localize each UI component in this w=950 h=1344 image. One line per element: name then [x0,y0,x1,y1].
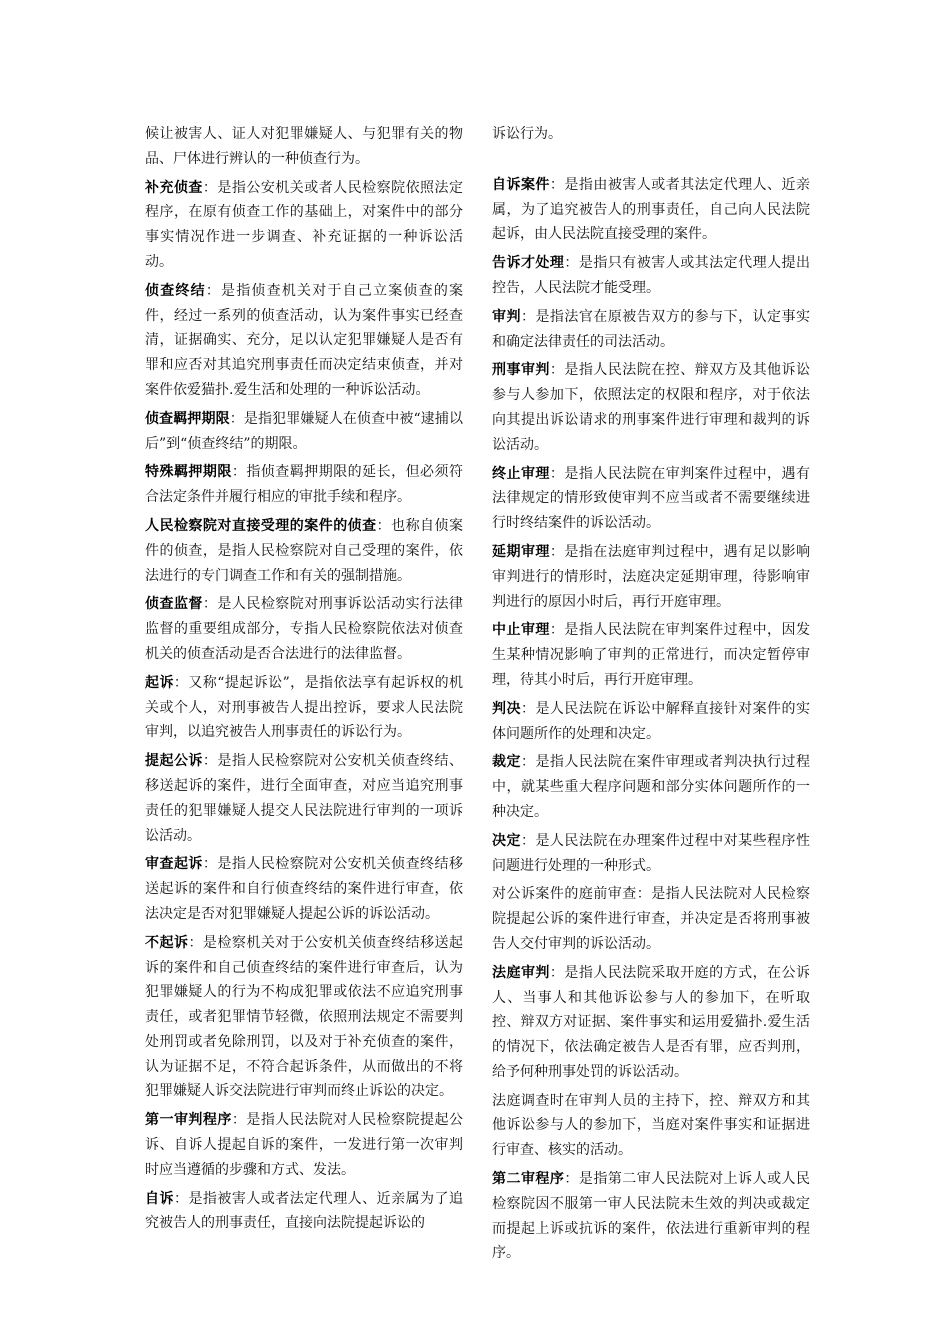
definition: 是指人民检察院对公安机关侦查终结、移送起诉的案件，进行全面审查，对应当追究刑事责任的犯罪嫌疑人提交人民法院进行审判的一项诉讼活动。 [145,753,464,844]
term: 人民检察院对直接受理的案件的侦查 [145,517,377,534]
definition: 是指由被害人或者其法定代理人、近亲属，为了追究被告人的刑事责任，自己向人民法院起诉，由人民法院直接受理的案件。 [492,176,811,243]
definition: 是指在法庭审判过程中，遇有足以影响审判进行的情形时，法庭决定延期审理，待影响审判进行的原因小时后，再行开庭审理。 [492,543,811,610]
right-entry-5 [492,540,810,614]
term: 终止审理 [492,465,550,482]
term-separator: ： [202,856,218,873]
term: 自诉 [145,1190,174,1207]
definition: 是指人民法院对人民检察院提起公诉、自诉人提起自诉的案件，一发进行第一次审判时应当遵循的步骤和方式、发法。 [145,1112,464,1178]
right-entry-11 [492,961,810,1085]
term-separator: ： [231,464,247,481]
term: 侦查终结 [145,282,206,299]
term: 刑事审判 [492,362,550,379]
definition: 是指人民检察院对公安机关侦查终结移送起诉的案件和自行侦查终结的案件进行审查，依法决定是否对犯罪嫌疑人提起公诉的诉讼活动。 [145,856,464,922]
term: 第二审程序 [492,1171,565,1188]
left-entry-1 [145,176,463,275]
term-separator: ： [173,1190,189,1207]
left-entry-5 [145,514,463,588]
definition: 是指人民法院在审判案件过程中，因发生某种情况影响了审判的正常进行，而决定暂停审理，待其小时后，再行开庭审理。 [492,622,811,688]
term: 审判 [492,308,521,325]
term-separator: ： [549,362,565,379]
term-separator: ： [188,934,203,951]
left-entry-7 [145,671,463,745]
right-entry-1 [492,251,810,301]
definition: 是人民法院在诉讼中解释直接针对案件的实体问题所作的处理和决定。 [492,700,811,742]
term-separator: ： [202,179,218,196]
term: 法庭审判 [492,964,550,981]
definition: 是人民法院在办理案件过程中对某些程序性问题进行处理的一种形式。 [492,832,811,874]
term-separator: ： [549,622,565,639]
term: 特殊羁押期限 [145,464,232,481]
definition: 是指人民法院在案件审理或者判决执行过程中，就某些重大程序问题和部分实体问题所作的一种决定。 [492,754,811,820]
term: 中止审理 [492,622,550,639]
term: 不起诉 [145,934,189,951]
left-entry-10 [145,931,463,1105]
left-entry-2 [145,279,463,403]
term: 起诉 [145,674,174,691]
right-entry-13 [492,1167,810,1266]
term: 判决 [492,700,521,717]
right-entry-7 [492,697,810,747]
term: 告诉才处理 [492,255,565,272]
definition: 对公诉案件的庭前审查：是指人民法院对人民检察院提起公诉的案件进行审查，并决定是否将刑事被告人交付审判的诉讼活动。 [492,886,810,952]
term-separator: ： [376,517,392,534]
right-entry-3 [492,358,810,457]
definition: 法庭调查时在审判人员的主持下，控、辩双方和其他诉讼参与人的参加下，当庭对案件事实和证据进行审查、核实的活动。 [492,1092,810,1159]
definition: 是指人民法院在控、辩双方及其他诉讼参与人参加下，依照法定的权限和程序，对于依法向其提出诉讼请求的刑事案件进行审理和裁判的诉讼活动。 [492,362,811,453]
definition: 是人民检察院对刑事诉讼活动实行法律监督的重要组成部分，专指人民检察院依法对侦查机关的侦查活动是否合法进行的法律监督。 [145,596,464,662]
right-entry-6 [492,618,810,692]
left-entry-12 [145,1187,463,1237]
term-separator: ： [205,282,222,299]
term-separator: ： [520,832,536,849]
term: 审查起诉 [145,856,203,873]
term-separator: ： [549,543,565,560]
right-entry-0 [492,173,810,247]
definition: 是指公安机关或者人民检察院依照法定程序，在原有侦查工作的基础上，对案件中的部分事实情况作进一步调查、补充证据的一种诉讼活动。 [145,179,464,270]
term-separator: ： [520,700,536,717]
term-separator: ： [549,465,565,482]
term: 第一审判程序 [145,1112,232,1129]
left-entry-6 [145,592,463,666]
term: 侦查监督 [145,596,203,613]
term: 提起公诉 [145,753,203,770]
left-column [145,122,463,1240]
term-separator: ： [202,596,218,613]
term-separator: ： [173,674,189,691]
right-entry-8 [492,750,810,824]
left-entry-4 [145,460,463,510]
definition: 是指侦查机关对于自己立案侦查的案件，经过一系列的侦查活动，认为案件事实已经查清，证据确实、充分，足以认定犯罪嫌疑人是否有罪和应否对其追究刑事责任而决定结束侦查，并对案件依爱猫扑.爱生活和处理的一种诉讼活动。 [145,282,464,398]
section-gap [492,151,810,173]
definition: 是指人民法院采取开庭的方式，在公诉人、当事人和其他诉讼参与人的参加下，在听取控、辩双方对证据、案件事实和运用爱猫扑.爱生活的情况下，依法确定被告人是否有罪，应否判刑，给予何种刑事处罚的诉讼活动。 [492,964,811,1080]
term-separator: ： [564,1171,579,1188]
term-separator: ： [549,176,565,193]
definition: 诉讼行为。 [492,126,562,142]
left-entry-3 [145,407,463,457]
term-separator: ： [520,308,536,325]
term-separator: ： [520,754,536,771]
right-entry-4 [492,462,810,536]
left-entry-8 [145,749,463,848]
definition: 又称“提起诉讼”，是指依法享有起诉权的机关或个人，对刑事被告人提出控诉，要求人民法院审判，以追究被告人刑事责任的诉讼行为。 [145,674,464,741]
definition: 也称自侦案件的侦查，是指人民检察院对自己受理的案件，依法进行的专门调查工作和有关的强制措施。 [145,517,464,584]
term-separator: ： [549,964,565,981]
definition: 是指第二审人民法院对上诉人或人民检察院因不服第一审人民法院未生效的判决或裁定而提起上诉或抗诉的案件，依法进行重新审判的程序。 [492,1171,811,1262]
definition: 是指被害人或者法定代理人、近亲属为了追究被告人的刑事责任，直接向法院提起诉讼的 [145,1190,464,1232]
right-entry-10 [492,882,810,956]
term: 裁定 [492,754,521,771]
right-entry-2 [492,305,810,355]
term-separator: ： [564,255,579,272]
definition: 是指法官在原被告双方的参与下，认定事实和确定法律责任的司法活动。 [492,308,811,350]
right-entry-continuation [492,122,810,147]
term: 侦查羁押期限 [145,410,230,427]
right-entry-9 [492,829,810,879]
left-entry-0 [145,122,463,172]
term-separator: ： [231,1112,247,1129]
definition: 是检察机关对于公安机关侦查终结移送起诉的案件和自己侦查终结的案件进行审查后，认为犯罪嫌疑人的行为不构成犯罪或依法不应追究刑事责任，或者犯罪情节轻微，依照刑法规定不需要判处刑罚或者免除刑罚，以及对于补充侦查的案件，认为证据不足，不符合起诉条件，从而做出的不将犯罪嫌疑人诉交法院进行审判而终止诉讼的决定。 [145,934,464,1100]
term-separator: ： [229,410,244,427]
right-entry-12 [492,1089,810,1163]
definition: 是指人民法院在审判案件过程中，遇有法律规定的情形致使审判不应当或者不需要继续进行时终结案件的诉讼活动。 [492,465,811,532]
term: 决定 [492,832,521,849]
term: 延期审理 [492,543,550,560]
definition: 指侦查羁押期限的延长，但必须符合法定条件并履行相应的审批手续和程序。 [145,464,464,506]
left-entry-11 [145,1108,463,1182]
definition: 候让被害人、证人对犯罪嫌疑人、与犯罪有关的物品、尸体进行辨认的一种侦查行为。 [145,126,463,167]
term: 补充侦查 [145,179,203,196]
definition: 是指犯罪嫌疑人在侦查中被“逮捕以后”到“侦查终结”的期限。 [145,410,464,452]
term-separator: ： [202,753,218,770]
definition: 是指只有被害人或其法定代理人提出控告，人民法院才能受理。 [492,255,811,296]
right-column [492,122,810,1270]
left-entry-9 [145,852,463,926]
term: 自诉案件 [492,176,550,193]
